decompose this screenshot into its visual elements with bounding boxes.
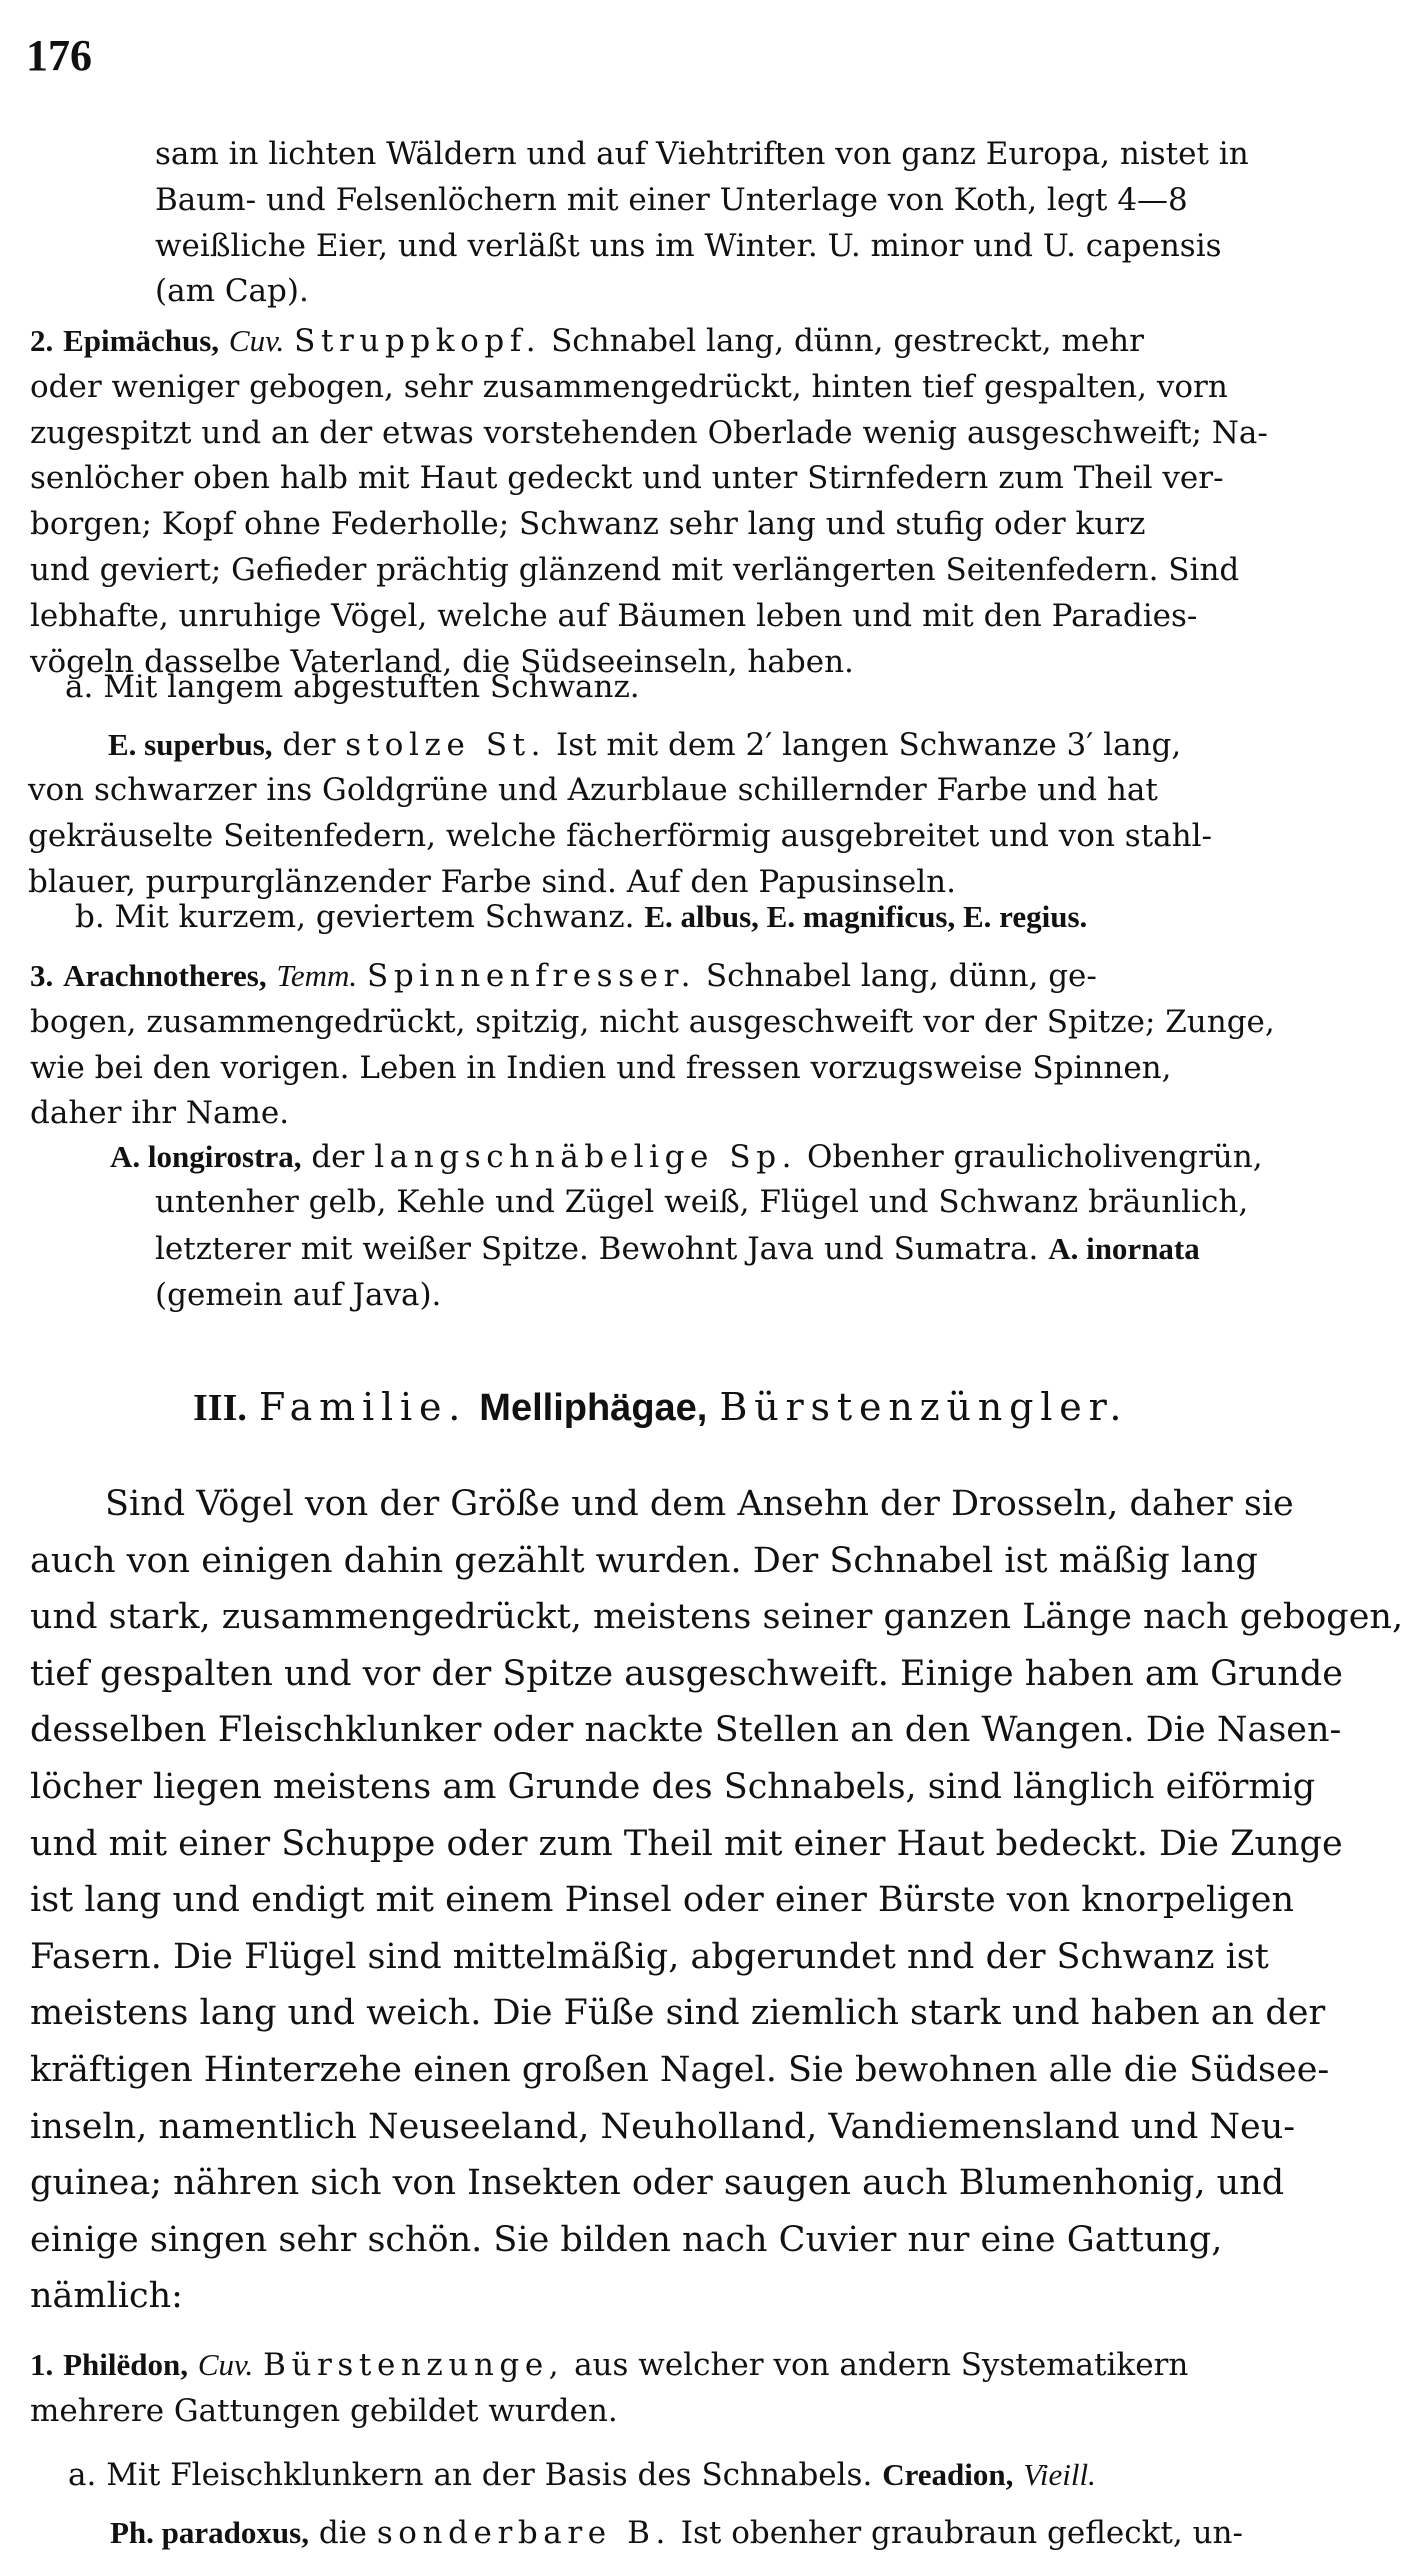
family-latin-name: Melliphägae, [479,1387,708,1429]
text-line: einige singen sehr schön. Sie bilden nach Cuvier nur eine Gattung, [30,2219,1223,2260]
species-heading-line [110,1134,1263,1181]
family-german-name: Bürstenzüngler. [719,1385,1129,1429]
text-line: weißliche Eier, und verläßt uns im Winter. U. minor und U. capensis [155,227,1222,264]
text-line: ist lang und endigt mit einem Pinsel oder einer Bürste von knorpeligen [30,1880,1295,1921]
species-article: der [311,1139,365,1175]
text-line: von schwarzer ins Goldgrüne und Azurblaue schillernder Farbe und hat [28,772,1158,808]
species-german-name: sonderbare B. [376,2515,671,2551]
text-line: kräftigen Hinterzehe einen großen Nagel. Sie bewohnen alle die Südsee- [30,2049,1330,2090]
text-line: daher ihr Name. [30,1095,290,1132]
species-heading-line [108,722,1181,769]
text-line: zugespitzt und an der etwas vorstehenden Oberlade wenig ausgeschweift; Na- [30,414,1268,451]
family-heading [193,1385,1128,1430]
text-line: desselben Fleischklunker oder nackte Stellen an den Wangen. Die Nasen- [30,1710,1342,1751]
subsection-line [68,2452,1096,2499]
text-line: sam in lichten Wäldern und auf Viehtriften von ganz Europa, nistet in [155,136,1249,172]
genus-author: Cuv. [228,323,285,358]
species-longirostra [110,1134,1263,1181]
text-line: untenher gelb, Kehle und Zügel weiß, Flügel und Schwanz bräunlich, [155,1184,1249,1220]
species-name: A. inornata [1048,1230,1200,1266]
subsection-b-epimachus [75,894,1087,941]
genus-author: Cuv. [197,2347,254,2382]
genus-heading-line [30,2342,1188,2389]
text-line: und mit einer Schuppe oder zum Theil mit einer Haut bedeckt. Die Zunge [30,1823,1343,1864]
subsection-line [75,894,1087,941]
genus-german-name: Bürstenzunge, [263,2347,565,2383]
genus-arachnotheres [30,953,1275,1137]
text-line: wie bei den vorigen. Leben in Indien und fressen vorzugsweise Spinnen, [30,1049,1172,1086]
genus-author: Vieill. [1023,2457,1096,2492]
species-name: Ph. paradoxus, [110,2515,309,2550]
text-line: Sind Vögel von der Größe und dem Ansehn der Drosseln, daher sie [105,1484,1294,1524]
subsection-label: a. Mit Fleischklunkern an der Basis des Schnabels. [68,2457,873,2493]
genus-epimachus [30,318,1268,685]
continuation-paragraph [155,132,1249,315]
text-line: inseln, namentlich Neuseeland, Neuholland, Vandiemensland und Neu- [30,2106,1296,2147]
genus-description-start: Schnabel lang, dünn, ge- [705,958,1097,994]
species-longirostra-description [155,1180,1248,1318]
text-line: Baum- und Felsenlöchern mit einer Unterlage von Koth, legt 4—8 [155,181,1188,218]
subsection-label: a. Mit langem abgestuften Schwanz. [65,669,640,705]
family-roman-numeral: III. [193,1387,247,1429]
genus-description-start: aus welcher von andern Systematikern [574,2347,1189,2383]
genus-name: Epimächus, [63,323,220,358]
text-line: nämlich: [30,2276,183,2317]
genus-german-name: Struppkopf. [294,323,542,359]
text-line: blauer, purpurglänzender Farbe sind. Auf den Papusinseln. [28,863,956,900]
genus-heading-line [30,318,1268,365]
species-article: die [318,2515,367,2551]
genus-number: 3. [30,958,54,993]
text-line: borgen; Kopf ohne Federholle; Schwanz sehr lang und stufig oder kurz [30,506,1146,543]
text-line: oder weniger gebogen, sehr zusammengedrückt, hinten tief gespalten, vorn [30,368,1228,405]
text-line: meistens lang und weich. Die Füße sind ziemlich stark und haben an der [30,1993,1326,2034]
family-word: Familie. [258,1385,468,1429]
genus-german-name: Spinnenfresser. [367,958,697,994]
text-line: Fasern. Die Flügel sind mittelmäßig, abgerundet nnd der Schwanz ist [30,1936,1269,1977]
species-description-start: Obenher graulicholivengrün, [806,1139,1263,1175]
genus-name: Philëdon, [63,2347,189,2382]
genus-author: Temm. [276,958,358,993]
text-line: gekräuselte Seitenfedern, welche fächerförmig ausgebreitet und von stahl- [28,817,1212,854]
text-line: (am Cap). [155,273,309,310]
genus-name: Creadion, [882,2457,1014,2492]
text-line: löcher liegen meistens am Grunde des Schnabels, sind länglich eiförmig [30,1766,1316,1807]
subsection-label: b. Mit kurzem, geviertem Schwanz. [75,899,635,935]
text-line: guinea; nähren sich von Insekten oder saugen auch Blumenhonig, und [30,2163,1285,2204]
text-line: mehrere Gattungen gebildet wurden. [30,2392,618,2429]
text-line: vögeln dasselbe Vaterland, die Südseeinseln, haben. [30,643,854,680]
genus-name: Arachnotheres, [63,958,267,993]
species-superbus-description [28,768,1212,905]
species-heading-line [110,2510,1243,2557]
species-description-start: Ist obenher graubraun gefleckt, un- [680,2515,1243,2551]
species-paradoxus [110,2510,1243,2557]
species-superbus [108,722,1181,769]
text-line: auch von einigen dahin gezählt wurden. Der Schnabel ist mäßig lang [30,1540,1258,1581]
subsection-a-philedon [68,2452,1096,2499]
genus-heading-line [30,953,1275,1000]
species-german-name: stolze St. [345,727,547,763]
species-german-name: langschnäbelige Sp. [374,1139,798,1175]
text-fragment: letzterer mit weißer Spitze. Bewohnt Java und Sumatra. [155,1230,1039,1267]
text-line: und geviert; Gefieder prächtig glänzend mit verlängerten Seitenfedern. Sind [30,551,1240,588]
text-line: und stark, zusammengedrückt, meistens seiner ganzen Länge nach gebogen, [30,1597,1404,1638]
text-line: (gemein auf Java). [155,1276,442,1313]
species-name: A. longirostra, [110,1139,302,1174]
genus-number: 1. [30,2347,54,2382]
species-name: E. superbus, [108,727,273,762]
species-list: E. albus, E. magnificus, E. regius. [644,899,1088,934]
species-description-start: Ist mit dem 2′ langen Schwanze 3′ lang, [555,727,1182,763]
subsection-a-epimachus [65,665,640,711]
genus-philedon [30,2342,1188,2435]
page-number: 176 [26,31,92,80]
text-line [155,1226,1248,1273]
genus-number: 2. [30,323,54,358]
text-line: senlöcher oben halb mit Haut gedeckt und unter Stirnfedern zum Theil ver- [30,460,1224,497]
genus-description-start: Schnabel lang, dünn, gestreckt, mehr [551,323,1144,359]
text-line: bogen, zusammengedrückt, spitzig, nicht ausgeschweift vor der Spitze; Zunge, [30,1003,1275,1040]
family-description [30,1476,1403,2325]
text-line: tief gespalten und vor der Spitze ausgeschweift. Einige haben am Grunde [30,1653,1343,1694]
species-article: der [282,727,336,763]
text-line: lebhafte, unruhige Vögel, welche auf Bäumen leben und mit den Paradies- [30,597,1198,634]
